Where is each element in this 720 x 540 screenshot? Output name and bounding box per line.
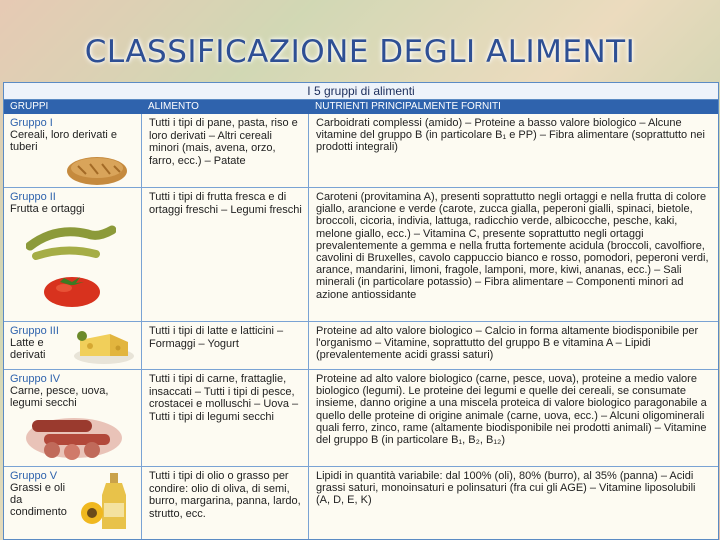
group-cell	[4, 188, 142, 321]
nutrients-cell: Lipidi in quantità variabile: dal 100% (oli), 80% (burro), al 35% (panna) – Acidi grassi saturi, monoinsaturi e polinsaturi (fra cui gli AGE) – Vitamine liposolubili (A, D, E, K)	[316, 470, 696, 507]
bread-icon	[64, 154, 130, 186]
oil-bottle-sunflower-icon	[76, 469, 138, 535]
group-name: Gruppo V	[10, 470, 58, 482]
group-description: Carne, pesce, uova, legumi secchi	[10, 385, 109, 409]
nutrients-cell: Proteine ad alto valore biologico – Calcio in forma altamente biodisponibile per l'organismo – Vitamine, soprattutto del gruppo B e vitamina A – Lipidi (prevalentemente acidi grassi saturi)	[316, 325, 699, 362]
header-groups: GRUPPI	[10, 101, 49, 112]
food-cell: Tutti i tipi di olio o grasso per condire: olio di oliva, di semi, burro, margarina, panna, lardo, strutto, ecc.	[142, 467, 309, 540]
table-row	[4, 114, 718, 188]
group-name: Gruppo I	[10, 117, 53, 129]
table-header-row	[4, 100, 718, 114]
slide-title: CLASSIFICAZIONE DEGLI ALIMENTI	[84, 34, 636, 70]
group-name: Gruppo III	[10, 325, 59, 337]
cured-meats-icon	[22, 408, 126, 462]
group-description: Frutta e ortaggi	[10, 203, 85, 215]
green-beans-icon	[26, 220, 116, 264]
nutrients-cell: Proteine ad alto valore biologico (carne, pesce, uova), proteine a medio valore biologico (legumi). Le proteine dei legumi e quelle dei cereali, se consumate insieme, danno origine a una miscela proteica di valore biologico paragonabile a quello delle proteine di origine animale (carne, uova, ecc.) – Alcuni oligominerali quali ferro, zinco, rame (altamente biodisponibile nei prodotti animali) – Vitamine del gruppo B (in particolare B₁, B₂, B₁₂)	[316, 373, 707, 447]
table-row	[4, 467, 718, 540]
table-row	[4, 370, 718, 467]
food-cell: Tutti i tipi di pane, pasta, riso e loro derivati – Altri cereali minori (mais, avena, orzo, farro, ecc.) – Patate	[142, 114, 309, 187]
food-cell: Tutti i tipi di latte e latticini – Formaggi – Yogurt	[142, 322, 309, 369]
group-name: Gruppo IV	[10, 373, 61, 385]
header-food: ALIMENTO	[148, 101, 199, 112]
food-cell: Tutti i tipi di frutta fresca e di ortaggi freschi – Legumi freschi	[142, 188, 309, 321]
group-name: Gruppo II	[10, 191, 56, 203]
table-row	[4, 188, 718, 322]
tomato-icon	[40, 270, 104, 308]
group-cell	[4, 322, 142, 369]
nutrients-cell: Caroteni (provitamina A), presenti soprattutto negli ortaggi e nella frutta di colore giallo, arancione e verde (carote, zucca gialla, peperoni gialli, spinaci, bietole, broccoli, cicoria, indivia, lattuga, radicchio verde, albicocche, pesche, kaki, melone giallo, ecc.) – Vitamina C, presente soprattutto negli ortaggi prevalentemente a gemma e nella frutta fortemente acidula (broccoli, cavolfiore, cavolini di Bruxelles, cavolo cappuccio bianco e rosso, pomodori, peperoni verdi, arance, mandarini, limoni, fragole, lamponi, more, kiwi, ananas, ecc.) – Sali minerali (in particolare potassio) – Fibra alimentare – Componenti minori ad azione antiossidante	[316, 191, 709, 301]
food-cell: Tutti i tipi di carne, frattaglie, insaccati – Tutti i tipi di pesce, crostacei e molluschi – Uova – Tutti i tipi di legumi secchi	[142, 370, 309, 466]
group-description: Cereali, loro derivati e tuberi	[10, 129, 117, 153]
food-groups-table	[3, 82, 719, 540]
nutrients-cell: Carboidrati complessi (amido) – Proteine a basso valore biologico – Alcune vitamine del gruppo B (in particolare B₁ e PP) – Fibra alimentare (soprattutto nei prodotti integrali)	[316, 117, 705, 154]
group-description: Grassi e oli da condimento	[10, 482, 67, 518]
group-cell	[4, 114, 142, 187]
group-description: Latte e derivati	[10, 337, 46, 361]
group-cell	[4, 467, 142, 540]
table-caption: I 5 gruppi di alimenti	[4, 83, 718, 100]
table-row	[4, 322, 718, 370]
dairy-products-icon	[70, 326, 136, 366]
group-cell	[4, 370, 142, 466]
header-nutrients: NUTRIENTI PRINCIPALMENTE FORNITI	[315, 101, 501, 112]
